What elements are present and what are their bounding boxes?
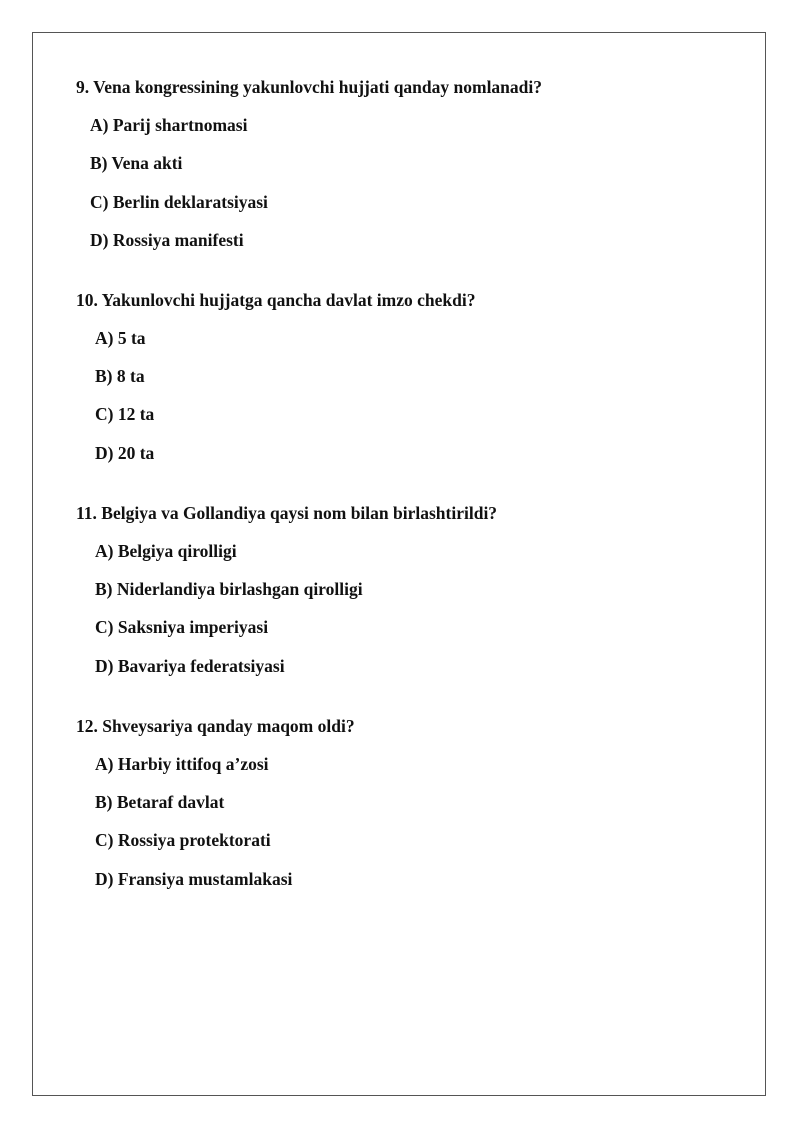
- option-a: A) Harbiy ittifoq a’zosi: [95, 753, 269, 774]
- option-a: A) 5 ta: [95, 327, 146, 348]
- option-b: B) Betaraf davlat: [95, 791, 225, 812]
- option-c: C) 12 ta: [95, 404, 155, 425]
- question-12: [76, 715, 736, 890]
- option-b: B) Niderlandiya birlashgan qirolligi: [95, 579, 363, 600]
- option-c: C) Rossiya protektorati: [95, 830, 271, 851]
- answer-options: [76, 327, 736, 464]
- question-9: [76, 76, 736, 251]
- question-text: 11. Belgiya va Gollandiya qaysi nom bilan birlashtirildi?: [76, 502, 498, 523]
- question-11: [76, 502, 736, 677]
- question-10: [76, 289, 736, 464]
- option-a: A) Belgiya qirolligi: [95, 540, 237, 561]
- question-text: 10. Yakunlovchi hujjatga qancha davlat imzo chekdi?: [76, 289, 476, 310]
- question-text: 9. Vena kongressining yakunlovchi hujjati qanday nomlanadi?: [76, 77, 543, 97]
- option-c: C) Berlin deklaratsiyasi: [90, 191, 268, 212]
- option-d: D) Bavariya federatsiyasi: [95, 655, 285, 676]
- option-b: B) 8 ta: [95, 366, 145, 387]
- answer-options: [76, 114, 736, 251]
- question-text: 12. Shveysariya qanday maqom oldi?: [76, 715, 355, 736]
- option-d: D) 20 ta: [95, 442, 155, 463]
- option-c: C) Saksniya imperiyasi: [95, 617, 269, 638]
- quiz-content: [76, 76, 736, 928]
- option-a: A) Parij shartnomasi: [90, 115, 248, 135]
- answer-options: [76, 753, 736, 890]
- answer-options: [76, 540, 736, 677]
- option-d: D) Rossiya manifesti: [90, 229, 244, 250]
- option-d: D) Fransiya mustamlakasi: [95, 868, 293, 889]
- option-b: B) Vena akti: [90, 153, 183, 174]
